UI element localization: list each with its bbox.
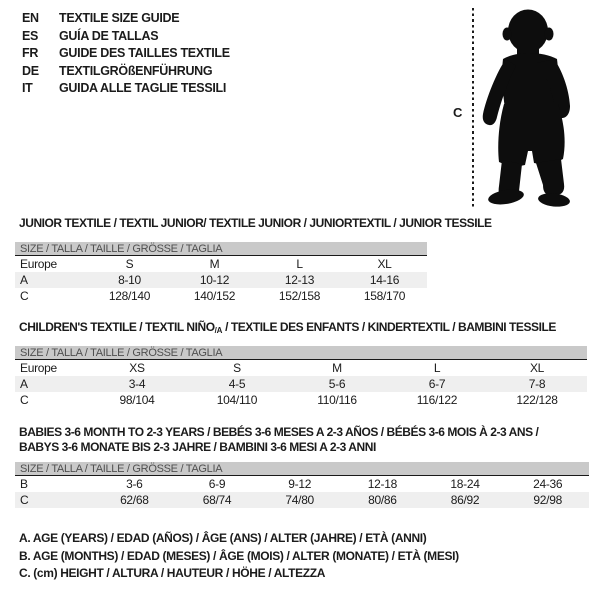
height-cell: 68/74 bbox=[202, 493, 232, 507]
children-section-title bbox=[19, 320, 556, 335]
junior-section-title: JUNIOR TEXTILE / TEXTIL JUNIOR/ TEXTILE JUNIOR / JUNIORTEXTIL / JUNIOR TESSILE bbox=[19, 216, 492, 230]
footnote-b: B. AGE (MONTHS) / EDAD (MESES) / ÂGE (MOIS) / ALTER (MONATE) / ETÀ (MESI) bbox=[19, 548, 459, 563]
language-row bbox=[22, 80, 230, 98]
height-cell: 152/158 bbox=[278, 289, 321, 303]
footnote-c: C. (cm) HEIGHT / ALTURA / HAUTEUR / HÖHE / ALTEZZA bbox=[19, 566, 326, 581]
language-code: ES bbox=[22, 28, 39, 43]
size-cell: S bbox=[125, 257, 134, 271]
size-header-label: SIZE / TALLA / TAILLE / GRÖSSE / TAGLIA bbox=[20, 243, 223, 255]
row-label: A bbox=[20, 273, 28, 287]
children-title-text: / TEXTILE DES ENFANTS / KINDERTEXTIL / BAMBINI TESSILE bbox=[222, 320, 556, 334]
language-code: FR bbox=[22, 46, 39, 61]
height-cell: 104/110 bbox=[216, 393, 258, 407]
baby-silhouette bbox=[470, 4, 575, 209]
language-title: GUIDE DES TAILLES TEXTILE bbox=[59, 46, 230, 61]
age-cell: 6-9 bbox=[208, 477, 226, 491]
table-row-age-months bbox=[15, 476, 589, 492]
size-cell: L bbox=[296, 257, 303, 271]
table-row-height bbox=[15, 288, 427, 304]
age-cell: 4-5 bbox=[228, 377, 246, 391]
children-title-subscript: /A bbox=[214, 326, 223, 335]
age-cell: 12-13 bbox=[284, 273, 315, 287]
age-cell: 14-16 bbox=[369, 273, 400, 287]
size-header-label: SIZE / TALLA / TAILLE / GRÖSSE / TAGLIA bbox=[20, 463, 223, 475]
language-row bbox=[22, 10, 230, 28]
table-row-age bbox=[15, 376, 587, 392]
height-cell: 92/98 bbox=[533, 493, 562, 507]
height-cell: 110/116 bbox=[317, 393, 357, 407]
size-cell: XL bbox=[529, 361, 545, 375]
age-cell: 10-12 bbox=[199, 273, 230, 287]
language-row bbox=[22, 28, 230, 46]
children-title-text: CHILDREN'S TEXTILE / TEXTIL NIÑO bbox=[19, 320, 215, 334]
height-cell: 62/68 bbox=[120, 493, 149, 507]
height-cell: 86/92 bbox=[450, 493, 480, 507]
height-cell: 80/86 bbox=[368, 493, 397, 507]
language-legend bbox=[22, 10, 230, 98]
height-cell: 140/152 bbox=[193, 289, 236, 303]
age-cell: 18-24 bbox=[450, 477, 480, 491]
language-title: GUÍA DE TALLAS bbox=[59, 28, 159, 43]
height-cell: 122/128 bbox=[516, 393, 558, 407]
language-code: EN bbox=[22, 11, 39, 25]
age-cell: 12-18 bbox=[367, 477, 397, 491]
age-cell: 6-7 bbox=[428, 377, 446, 391]
babies-size-table bbox=[15, 462, 589, 508]
size-header-band bbox=[15, 462, 589, 476]
size-cell: S bbox=[233, 361, 241, 375]
age-cell: 3-6 bbox=[126, 477, 143, 491]
footnote-a: A. AGE (YEARS) / EDAD (AÑOS) / ÂGE (ANS) / ALTER (JAHRE) / ETÀ (ANNI) bbox=[19, 531, 427, 545]
language-title: TEXTILGRÖßENFÜHRUNG bbox=[59, 63, 213, 78]
size-cell: M bbox=[209, 257, 220, 271]
table-row-height bbox=[15, 492, 589, 508]
table-row-height bbox=[15, 392, 587, 408]
row-label: Europe bbox=[20, 257, 57, 271]
size-header-label: SIZE / TALLA / TAILLE / GRÖSSE / TAGLIA bbox=[20, 347, 223, 359]
size-header-band bbox=[15, 242, 427, 256]
height-cell: 158/170 bbox=[363, 289, 406, 303]
footnotes bbox=[19, 530, 459, 583]
height-cell: 116/122 bbox=[416, 393, 458, 407]
language-title: GUIDA ALLE TAGLIE TESSILI bbox=[59, 81, 227, 96]
age-cell: 5-6 bbox=[328, 377, 346, 391]
row-label: C bbox=[20, 289, 29, 303]
table-row-age bbox=[15, 272, 427, 288]
row-label: B bbox=[20, 477, 28, 491]
age-cell: 3-4 bbox=[128, 377, 146, 391]
row-label: Europe bbox=[20, 361, 57, 375]
language-title: TEXTILE SIZE GUIDE bbox=[59, 11, 180, 25]
size-cell: XS bbox=[129, 361, 145, 375]
babies-title-line2: BABYS 3-6 MONATE BIS 2-3 JAHRE / BAMBINI 3-6 MESI A 2-3 ANNI bbox=[19, 440, 376, 454]
language-row bbox=[22, 63, 230, 81]
children-size-table bbox=[15, 346, 587, 408]
size-cell: M bbox=[332, 361, 342, 375]
age-cell: 9-12 bbox=[288, 477, 312, 491]
language-code: IT bbox=[22, 81, 33, 96]
table-row-europe bbox=[15, 256, 427, 272]
height-cell: 128/140 bbox=[108, 289, 151, 303]
babies-title-line1: BABIES 3-6 MONTH TO 2-3 YEARS / BEBÉS 3-6 MESES A 2-3 AÑOS / BÉBÉS 3-6 MOIS À 2-3 ANS / bbox=[19, 425, 539, 439]
language-row bbox=[22, 45, 230, 63]
table-row-europe bbox=[15, 360, 587, 376]
size-cell: L bbox=[433, 361, 441, 375]
language-code: DE bbox=[22, 63, 39, 78]
height-measure-label: C bbox=[453, 105, 463, 120]
row-label: C bbox=[20, 493, 29, 507]
row-label: A bbox=[20, 377, 28, 391]
junior-size-table bbox=[15, 242, 427, 304]
babies-section-title bbox=[19, 425, 538, 455]
size-cell: XL bbox=[377, 257, 392, 271]
age-cell: 7-8 bbox=[528, 377, 546, 391]
size-header-band bbox=[15, 346, 587, 360]
age-cell: 24-36 bbox=[533, 477, 563, 491]
height-cell: 74/80 bbox=[285, 493, 314, 507]
height-cell: 98/104 bbox=[119, 393, 155, 407]
row-label: C bbox=[20, 393, 29, 407]
age-cell: 8-10 bbox=[118, 273, 141, 287]
